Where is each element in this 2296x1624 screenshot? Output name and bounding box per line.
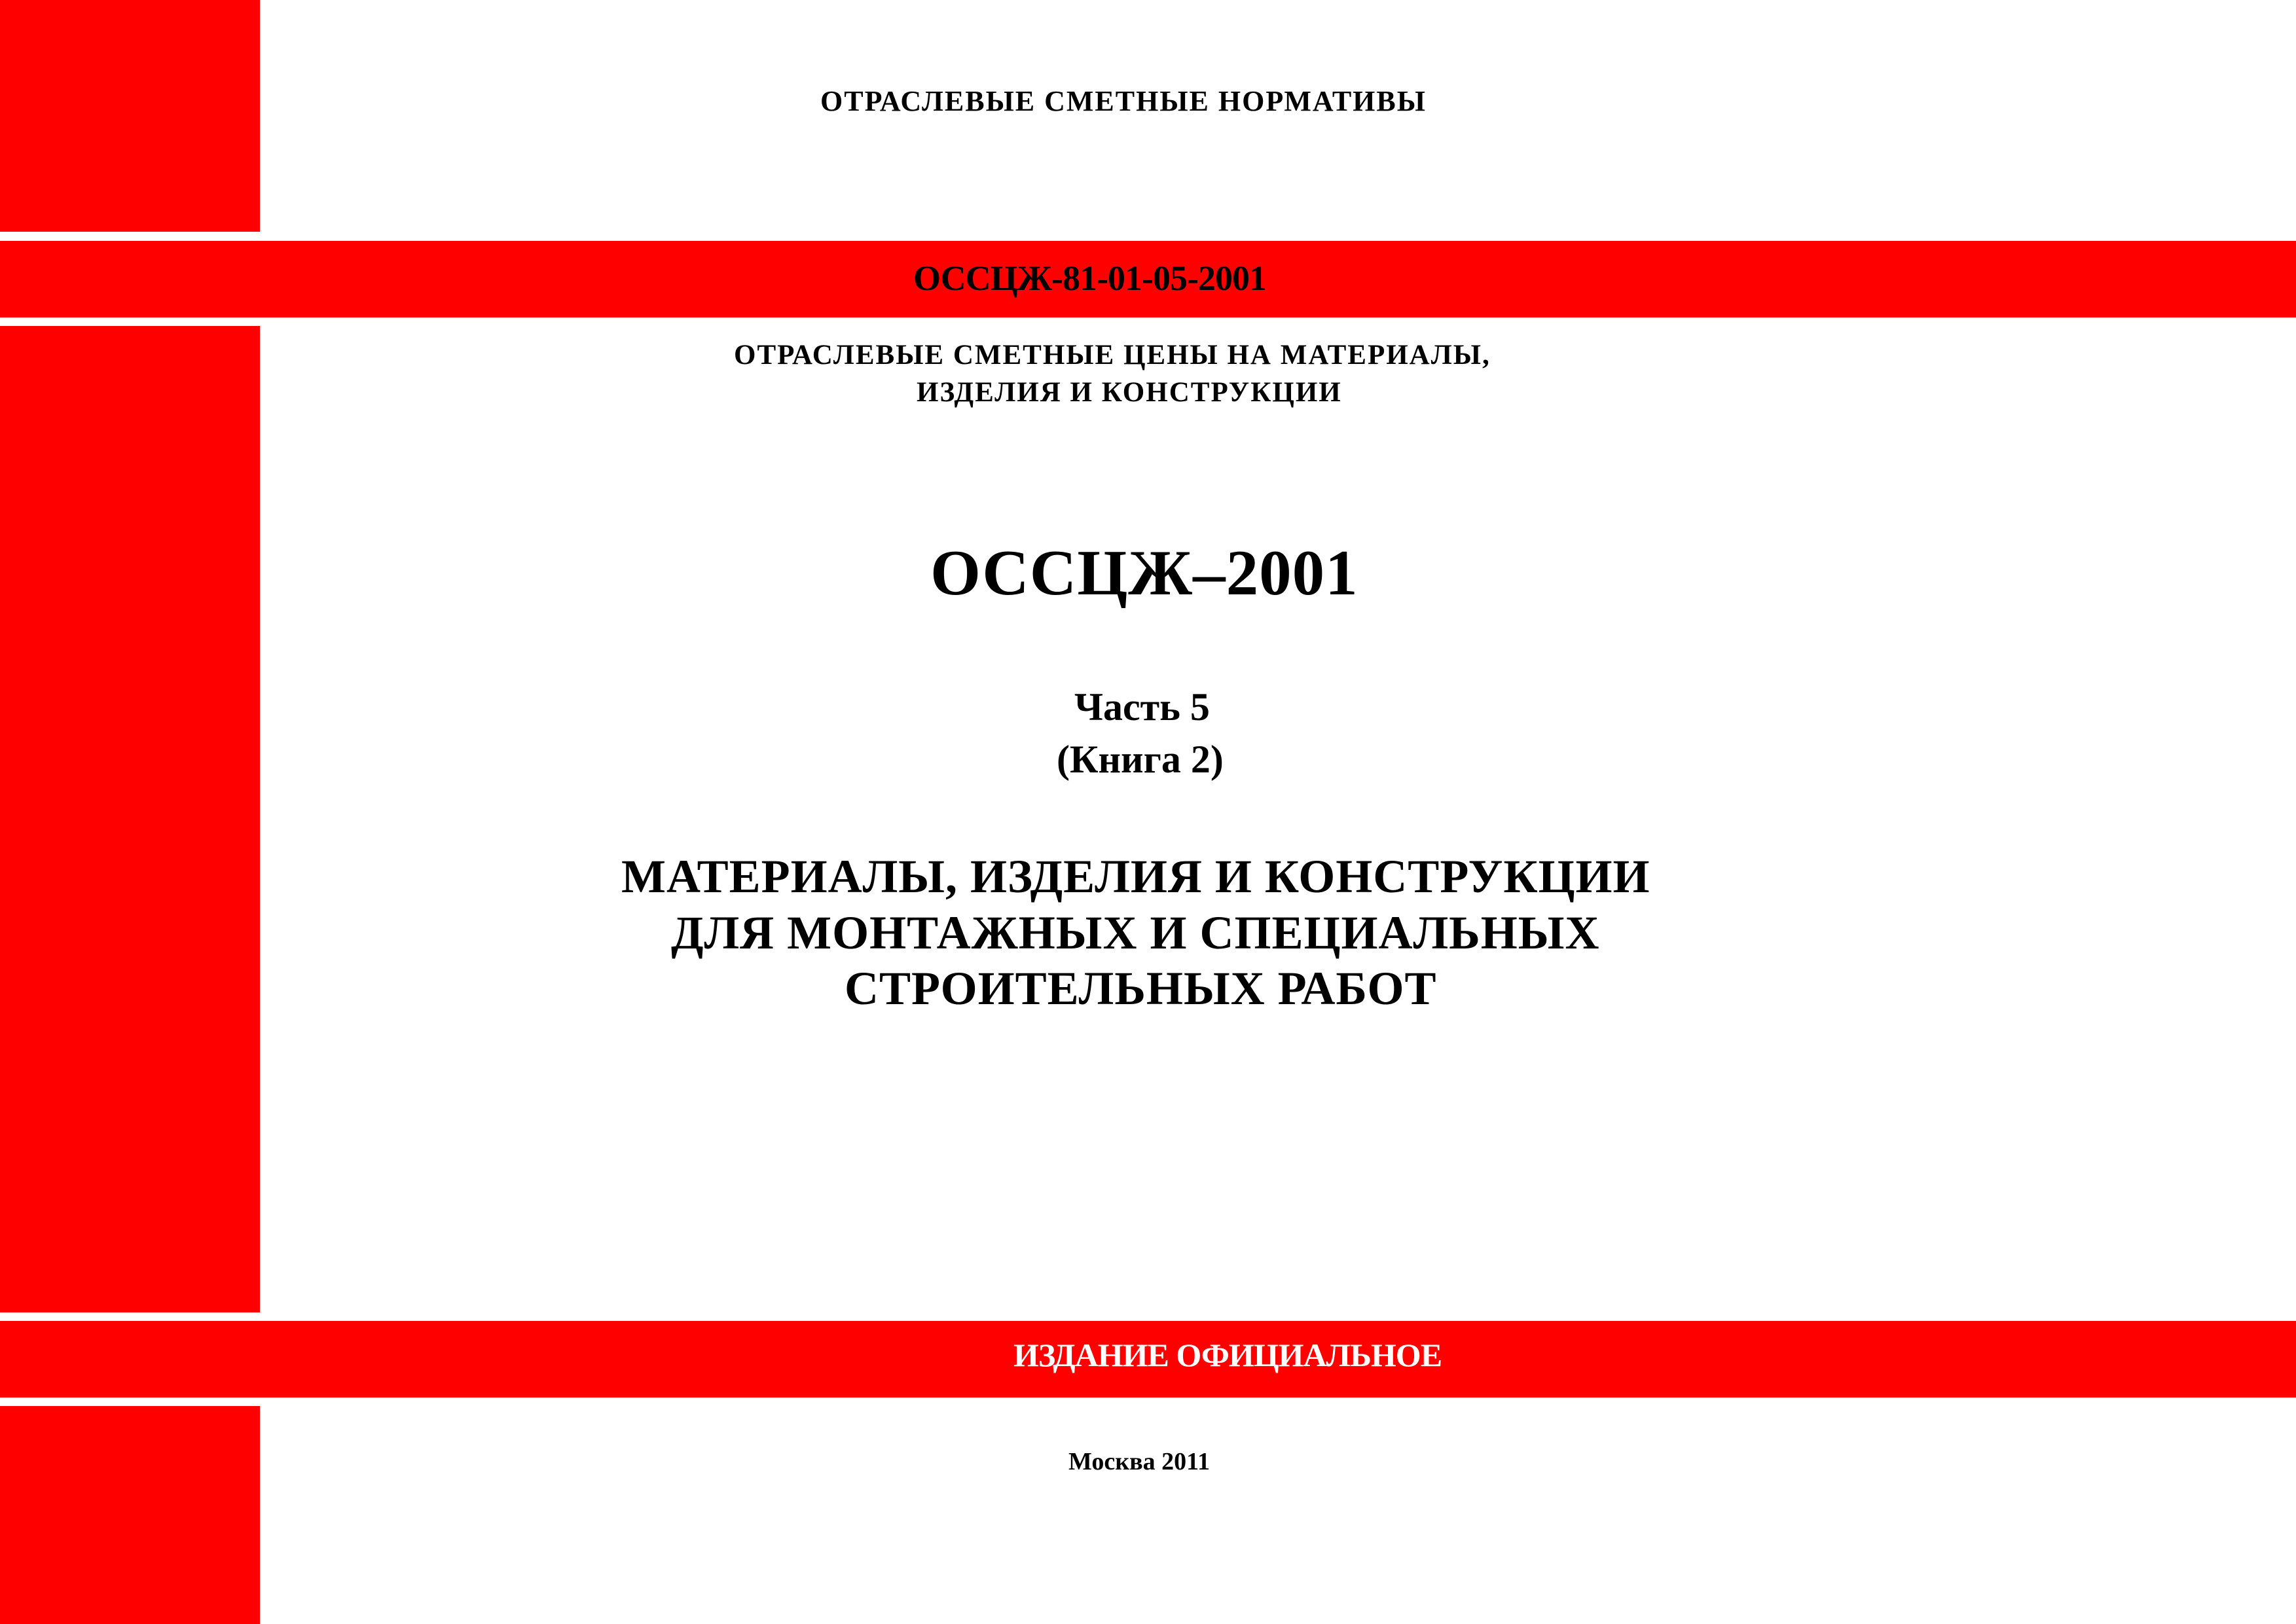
main-title: ОССЦЖ–2001 [930, 537, 1358, 609]
description-line-2: ДЛЯ МОНТАЖНЫХ И СПЕЦИАЛЬНЫХ [671, 907, 1600, 959]
left-red-block-top [0, 0, 260, 232]
document-code: ОССЦЖ-81-01-05-2001 [913, 259, 1266, 298]
left-red-block-middle [0, 326, 260, 1312]
city-year: Москва 2011 [1068, 1448, 1211, 1475]
header-title: ОТРАСЛЕВЫЕ СМЕТНЫЕ НОРМАТИВЫ [820, 85, 1427, 117]
subtitle-line-1: ОТРАСЛЕВЫЕ СМЕТНЫЕ ЦЕНЫ НА МАТЕРИАЛЫ, [734, 340, 1491, 370]
description-line-3: СТРОИТЕЛЬНЫХ РАБОТ [845, 962, 1437, 1015]
part-label: Часть 5 [1074, 685, 1210, 729]
left-red-block-bottom [0, 1406, 260, 1624]
subtitle-line-2: ИЗДЕЛИЯ И КОНСТРУКЦИИ [917, 377, 1342, 408]
description-line-1: МАТЕРИАЛЫ, ИЗДЕЛИЯ И КОНСТРУКЦИИ [621, 850, 1650, 903]
official-edition-label: ИЗДАНИЕ ОФИЦИАЛЬНОЕ [1013, 1337, 1442, 1373]
book-label: (Книга 2) [1057, 738, 1224, 781]
